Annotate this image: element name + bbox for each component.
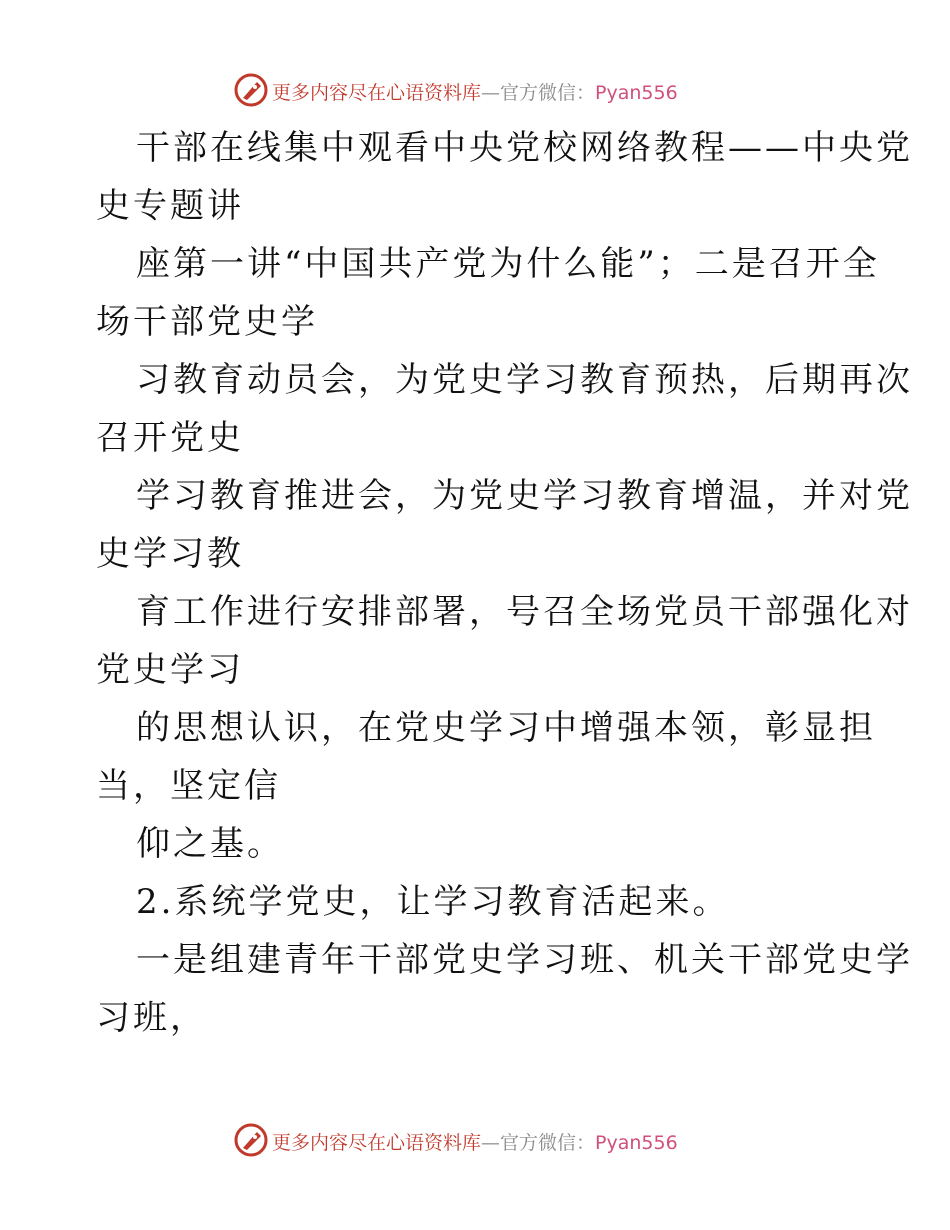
text-line: 的思想认识，在党史学习中增强本领，彰显担	[136, 708, 876, 748]
pen-logo-icon	[233, 72, 269, 108]
footer-banner	[0, 1120, 950, 1160]
banner-text	[272, 78, 678, 105]
text-line: 仰之基。	[136, 824, 284, 864]
text-line: 座第一讲“中国共产党为什么能”；二是召开全	[136, 244, 880, 284]
text-line: 史学习教	[96, 534, 244, 574]
header-banner	[0, 70, 950, 110]
text-line: 干部在线集中观看中央党校网络教程——中央党	[136, 128, 913, 168]
banner-dash: —	[481, 1132, 501, 1154]
banner-text	[272, 1128, 678, 1155]
banner-wechat-id: Pyan556	[595, 1132, 678, 1154]
text-line: 一是组建青年干部党史学习班、机关干部党史学	[136, 940, 913, 980]
banner-wechat-label: 官方微信：	[500, 1132, 596, 1154]
text-line: 育工作进行安排部署，号召全场党员干部强化对	[136, 592, 913, 632]
text-line: 习教育动员会，为党史学习教育预热，后期再次	[136, 360, 913, 400]
text-line: 学习教育推进会，为党史学习教育增温，并对党	[136, 476, 913, 516]
banner-site-name: 更多内容尽在心语资料库	[272, 1132, 482, 1154]
document-body	[96, 128, 913, 1056]
banner-site-name: 更多内容尽在心语资料库	[272, 82, 482, 104]
text-line: 史专题讲	[96, 186, 244, 226]
text-line: 习班，	[96, 998, 207, 1038]
text-line: 当，坚定信	[96, 766, 281, 806]
text-line: 党史学习	[96, 650, 244, 690]
text-line: 召开党史	[96, 418, 244, 458]
pen-logo-icon	[233, 1122, 269, 1158]
section-heading: 2.系统学党史，让学习教育活起来。	[136, 882, 730, 922]
banner-wechat-label: 官方微信：	[500, 82, 596, 104]
banner-wechat-id: Pyan556	[595, 82, 678, 104]
text-line: 场干部党史学	[96, 302, 318, 342]
banner-dash: —	[481, 82, 501, 104]
